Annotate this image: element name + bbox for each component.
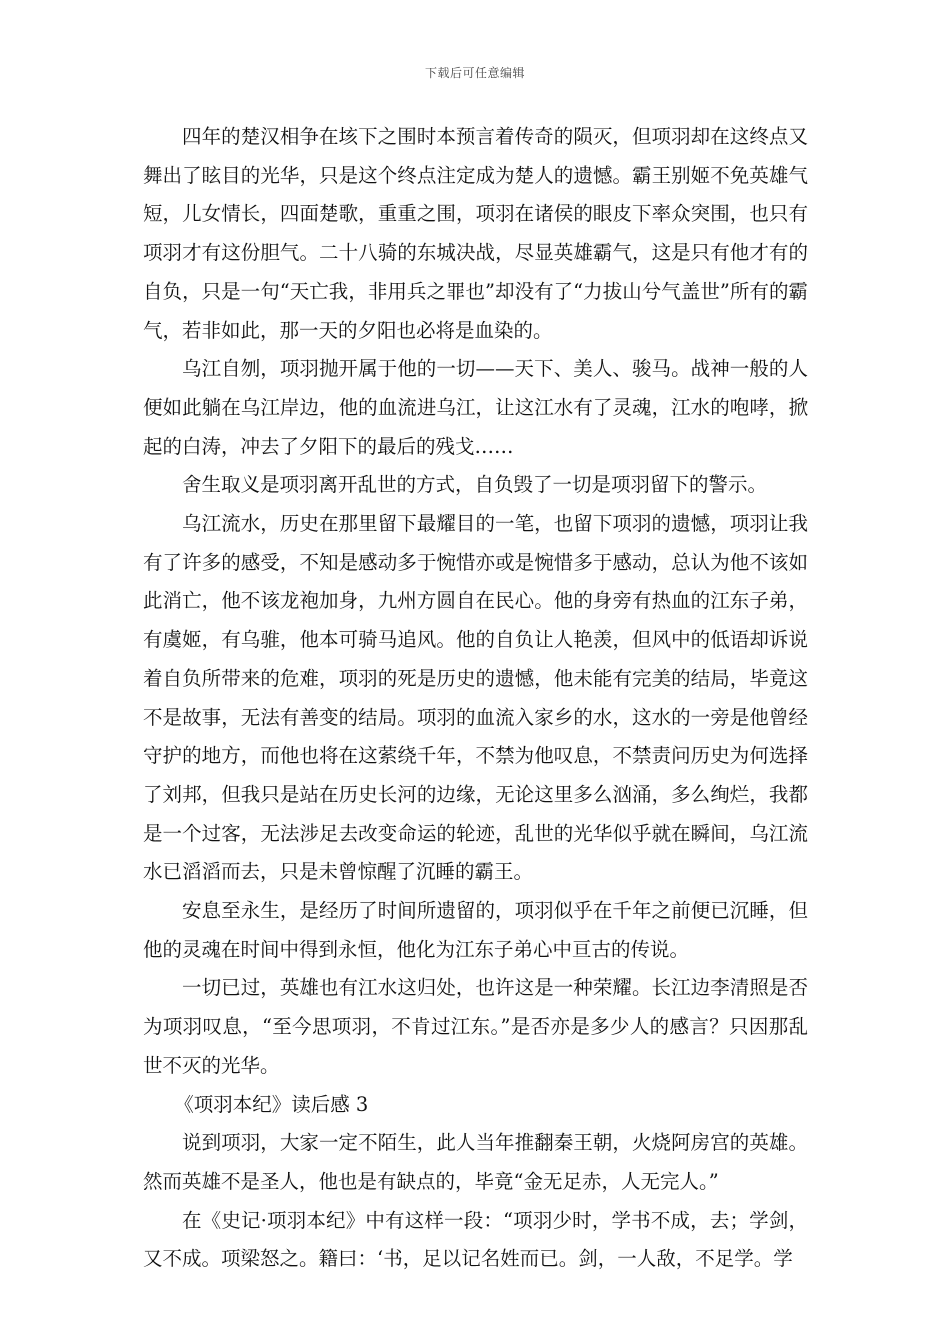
document-body [143,118,808,1279]
paragraph: 说到项羽，大家一定不陌生，此人当年推翻秦王朝，火烧阿房宫的英雄。然而英雄不是圣人，他也是有缺点的，毕竟“金无足赤，人无完人。” [143,1131,808,1193]
paragraph: 舍生取义是项羽离开乱世的方式，自负毁了一切是项羽留下的警示。 [182,473,768,497]
section-heading: 《项羽本纪》读后感 3 [174,1092,369,1116]
paragraph: 在《史记·项羽本纪》中有这样一段：“项羽少时，学书不成，去；学剑，又不成。项梁怒之。籍曰：‘书，足以记名姓而已。剑，一人敌，不足学。学 [143,1208,808,1271]
paragraph: 安息至永生，是经历了时间所遗留的，项羽似乎在千年之前便已沉睡，但他的灵魂在时间中得到永恒，他化为江东子弟心中亘古的传说。 [143,899,808,961]
page-header: 下载后可任意编辑 [424,66,525,80]
paragraph: 四年的楚汉相争在垓下之围时本预言着传奇的陨灭，但项羽却在这终点又舞出了眩目的光华，只是这个终点注定成为楚人的遗憾。霸王别姬不免英雄气短，儿女情长，四面楚歌，重重之围，项羽在诸侯的眼皮下率众突围，也只有项羽才有这份胆气。二十八骑的东城决战，尽显英雄霸气，这是只有他才有的自负，只是一句“天亡我，非用兵之罪也”却没有了“力拔山兮气盖世”所有的霸气，若非如此，那一天的夕阳也必将是血染的。 [143,125,808,342]
paragraph: 一切已过，英雄也有江水这归处，也许这是一种荣耀。长江边李清照是否为项羽叹息，“至今思项羽，不肯过江东。”是否亦是多少人的感言？只因那乱世不灭的光华。 [143,976,808,1077]
paragraph: 乌江自刎，项羽抛开属于他的一切——天下、美人、骏马。战神一般的人便如此躺在乌江岸边，他的血流进乌江，让这江水有了灵魂，江水的咆哮，掀起的白涛，冲去了夕阳下的最后的残戈…… [143,357,808,458]
paragraph: 乌江流水，历史在那里留下最耀目的一笔，也留下项羽的遗憾，项羽让我有了许多的感受，不知是感动多于惋惜亦或是惋惜多于感动，总认为他不该如此消亡，他不该龙袍加身，九州方圆自在民心。他的身旁有热血的江东子弟，有虞姬，有乌骓，他本可骑马追风。他的自负让人艳羡，但风中的低语却诉说着自负所带来的危难，项羽的死是历史的遗憾，他未能有完美的结局，毕竟这不是故事，无法有善变的结局。项羽的血流入家乡的水，这水的一旁是他曾经守护的地方，而他也将在这萦绕千年，不禁为他叹息，不禁责问历史为何选择了刘邦，但我只是站在历史长河的边缘，无论这里多么汹涌，多么绚烂，我都是一个过客，无法涉足去改变命运的轮迹，乱世的光华似乎就在瞬间，乌江流水已滔滔而去，只是未曾惊醒了沉睡的霸王。 [143,512,808,884]
